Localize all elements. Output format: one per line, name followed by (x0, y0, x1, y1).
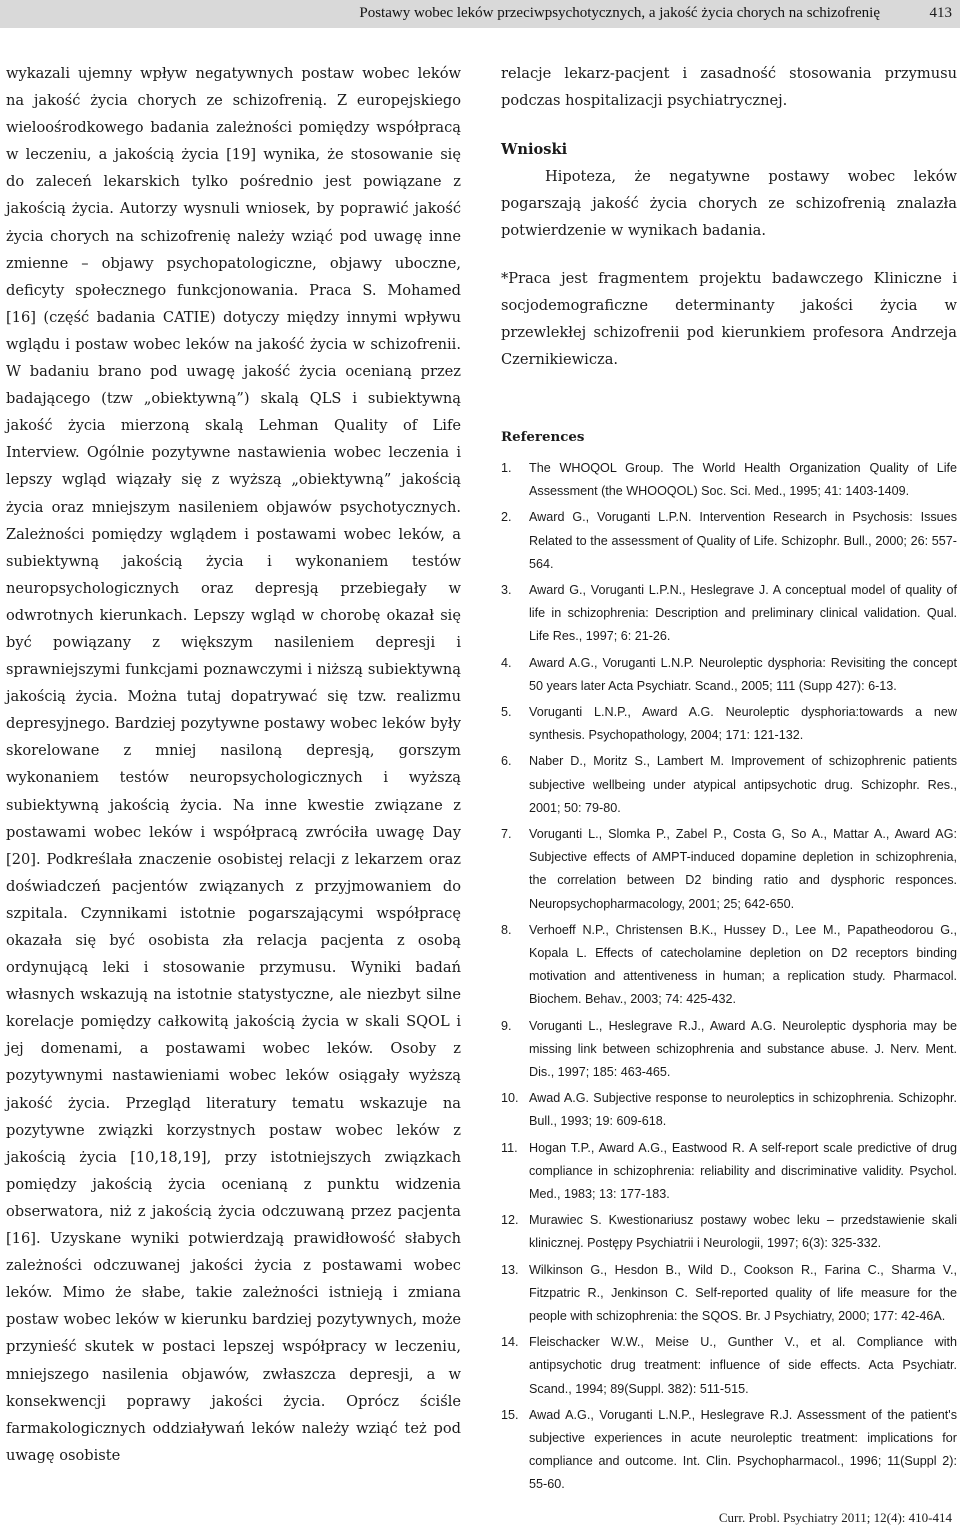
reference-text: Award G., Voruganti L.P.N., Heslegrave J. A conceptual model of quality of life in schizophrenia: Description and preliminary clinical validation. Qual. Life Res., 1997; 6: 21-26. (529, 582, 957, 644)
references-list (501, 457, 957, 1497)
reference-number: 10. (501, 1091, 519, 1106)
reference-text: Murawiec S. Kwestionariusz postawy wobec leku – przedstawienie skali klinicznej. Postępy Psychiatrii i Neurologii, 1997; 6(3): 325-332. (529, 1213, 957, 1251)
reference-item (501, 1331, 957, 1401)
reference-number: 3. (501, 582, 512, 597)
reference-item (501, 1259, 957, 1329)
reference-text: Voruganti L., Slomka P., Zabel P., Costa G, So A., Mattar A., Award AG: Subjective effects of AMPT-induced dopamine depletion in schizophrenia, the correlation between D2 binding ratio and dysphoric responces. Neuropsychopharmacology, 2001; 25; 642-650. (529, 826, 957, 911)
reference-text: Verhoeff N.P., Christensen B.K., Hussey D., Lee M., Papatheodorou G., Kopala L. Effects of catecholamine depletion on D2 receptors binding motivation and attentiveness in human; a replication study. Pharmacol. Biochem. Behav., 2003; 74: 425-432. (529, 922, 957, 1007)
reference-item (501, 579, 957, 649)
reference-text: Naber D., Moritz S., Lambert M. Improvement of schizophrenic patients subjective wellbeing under atypical antipsychotic drug. Schizophr. Res., 2001; 50: 79-80. (529, 754, 957, 815)
reference-text: Wilkinson G., Hesdon B., Wild D., Cookson R., Farina C., Sharma V., Fitzpatric R., Jenkinson C. Self-reported quality of life measure for the people with schizophrenia: the SQOS. Br. J Psychiatry, 2000; 177: 42-46A. (529, 1262, 957, 1324)
reference-text: Fleischacker W.W., Meise U., Gunther V., et al. Compliance with antipsychotic drug treatment: influence of side effects. Acta Psychiatr. Scand., 1994; 89(Suppl. 382): 511-515. (529, 1335, 957, 1396)
reference-item (501, 701, 957, 747)
references-heading: References (501, 428, 585, 445)
running-header (0, 0, 960, 28)
continuation-paragraph: relacje lekarz-pacjent i zasadność stosowania przymusu podczas hospitalizacji psychiatrycznej. (501, 65, 957, 110)
reference-text: Awad A.G., Voruganti L.N.P., Heslegrave R.J. Assessment of the patient's subjective experiences in acute neuroleptic treatment: implications for compliance and outcome. Int. Clin. Psychopharmacol., 1996; 11(Suppl 2): 55-60. (529, 1407, 957, 1492)
reference-item (501, 823, 957, 916)
left-column (6, 60, 461, 1469)
right-column (501, 60, 957, 1500)
reference-text: Voruganti L., Heslegrave R.J., Award A.G. Neuroleptic dysphoria may be missing link between schizophrenia and substance abuse. J. Nerv. Ment. Dis., 1997; 185: 463-465. (529, 1018, 957, 1080)
reference-number: 14. (501, 1335, 519, 1350)
reference-item (501, 457, 957, 503)
reference-text: The WHOQOL Group. The World Health Organization Quality of Life Assessment (the WHOOQOL) Soc. Sci. Med., 1995; 41: 1403-1409. (529, 460, 957, 499)
conclusions-text: Hipoteza, że negatywne postawy wobec leków pogarszają jakość życia chorych ze schizofrenią znalazła potwierdzenie w wynikach badania. (501, 168, 957, 240)
reference-text: Award G., Voruganti L.P.N. Intervention Research in Psychosis: Issues Related to the assessment of Quality of Life. Schizophr. Bull., 2000; 26: 557-564. (529, 510, 957, 571)
reference-item (501, 1015, 957, 1085)
page-number: 413 (929, 5, 952, 21)
reference-number: 7. (501, 826, 512, 841)
reference-number: 1. (501, 460, 512, 475)
reference-number: 13. (501, 1262, 519, 1277)
reference-item (501, 1404, 957, 1497)
reference-text: Hogan T.P., Award A.G., Eastwood R. A self-report scale predictive of drug compliance in schizophrenia: reliability and discriminative validity. Psychol. Med., 1983; 13: 177-183. (529, 1140, 957, 1202)
journal-citation: Curr. Probl. Psychiatry 2011; 12(4): 410-414 (718, 1510, 952, 1525)
reference-number: 2. (501, 510, 512, 525)
reference-number: 8. (501, 922, 512, 937)
reference-number: 11. (501, 1140, 518, 1155)
reference-item (501, 506, 957, 576)
reference-item (501, 652, 957, 698)
reference-number: 4. (501, 655, 512, 670)
reference-number: 6. (501, 754, 512, 769)
reference-item (501, 750, 957, 820)
reference-number: 12. (501, 1213, 519, 1228)
reference-item (501, 1087, 957, 1133)
reference-item (501, 1137, 957, 1207)
reference-number: 5. (501, 704, 512, 719)
reference-number: 9. (501, 1018, 512, 1033)
reference-text: Awad A.G. Subjective response to neuroleptics in schizophrenia. Schizophr. Bull., 1993; 19: 609-618. (529, 1091, 957, 1129)
funding-note: *Praca jest fragmentem projektu badawczego Kliniczne i socjodemograficzne determinanty jakości życia w przewlekłej schizofrenii pod kierunkiem profesora Andrzeja Czernikiewicza. (501, 269, 957, 368)
reference-item (501, 1209, 957, 1255)
reference-text: Voruganti L.N.P., Award A.G. Neuroleptic dysphoria:towards a new synthesis. Psychopathology, 2004; 171: 121-132. (529, 704, 957, 743)
reference-item (501, 919, 957, 1012)
running-title: Postawy wobec leków przeciwpsychotycznych, a jakość życia chorych na schizofrenię (359, 5, 880, 21)
reference-text: Award A.G., Voruganti L.N.P. Neuroleptic dysphoria: Revisiting the concept 50 years later Acta Psychiatr. Scand., 2005; 111 (Supp 427): 6-13. (529, 655, 957, 693)
reference-number: 15. (501, 1407, 519, 1422)
body-paragraph: wykazali ujemny wpływ negatywnych postaw wobec leków na jakość życia chorych ze schizofrenią. Z europejskiego wieloośrodkowego badania zależności pomiędzy współpracą w leczeniu, a jakością życia [19] wynika, że stosowanie się do zaleceń lekarskich tylko pośrednio jest powiązane z jakością życia. Autorzy wysnuli wniosek, by poprawić jakość życia chorych na schizofrenię należy wziąć pod uwagę inne zmienne – objawy psychopatologiczne, objawy uboczne, deficyty społecznego funkcjonowania. Praca S. Mohamed [16] (część badania CATIE) dotyczy między innymi wpływu wglądu i postaw wobec leków na jakość życia w schizofrenii. W badaniu brano pod uwagę jakość życia ocenianą przez badającego (tzw „obiektywną”) skalą QLS i subiektywną jakość życia mierzoną skalą Lehman Quality of Life Interview. Ogólnie pozytywne nastawienia wobec leczenia i lepszy wgląd wiązały się z wyższą „obiektywną” jakością życia oraz mniejszym nasileniem objawów psychotycznych. Zależności pomiędzy wglądem i postawami wobec leków, a subiektywną jakością życia i wykonaniem testów neuropsychologicznych oraz depresją przebiegały w odwrotnych kierunkach. Lepszy wgląd w chorobę okazał się być powiązany z większym nasileniem depresji i sprawniejszymi funkcjami poznawczymi i niższą subiektywną jakością życia. Można tutaj dopatrywać się tzw. realizmu depresyjnego. Bardziej pozytywne postawy wobec leków były skorelowane z mniej nasiloną depresją, gorszym wykonaniem testów neuropsychologicznych i wyższą subiektywną jakością życia. Na inne kwestie związane z postawami wobec leków i współpracą zwróciła uwagę Day [20]. Podkreślała znaczenie osobistej relacji z lekarzem oraz doświadczeń pacjentów związanych z przyjmowaniem do szpitala. Czynnikami istotnie pogarszającymi współpracę okazała się być osobista zła relacja pacjenta z osobą ordynującą leki i stosowanie przymusu. Wyniki badań własnych wskazują na istotnie statystyczne, ale niezbyt silne korelacje pomiędzy całkowitą jakością życia w skali SQOL i jej domenami, a postawami wobec leków. Osoby z pozytywnymi nastawieniami wobec leków osiągały wyższą jakość życia. Przegląd literatury tematu wskazuje na pozytywne związki korzystnych postaw wobec leków z jakością życia [10,18,19], przy istotniejszych związkach pomiędzy jakością życia ocenianą z punktu widzenia obserwatora, niż z jakością życia odczuwaną przez pacjenta [16]. Uzyskane wyniki potwierdzają prawidłowość słabych zależności odczuwanej jakości życia z postawami wobec leków. Mimo że słabe, takie zależności istnieją i zmiana postaw wobec leków w kierunku bardziej pozytywnych, może przynieść skutek w postaci lepszej współpracy w leczeniu, mniejszego nasilenia objawów, zwłaszcza depresji, a w konsekwencji poprawy jakości życia. Oprócz ściśle farmakologicznych oddziaływań leków należy wziąć też pod uwagę osobiste (6, 65, 461, 1464)
conclusions-heading: Wnioski (501, 141, 568, 159)
